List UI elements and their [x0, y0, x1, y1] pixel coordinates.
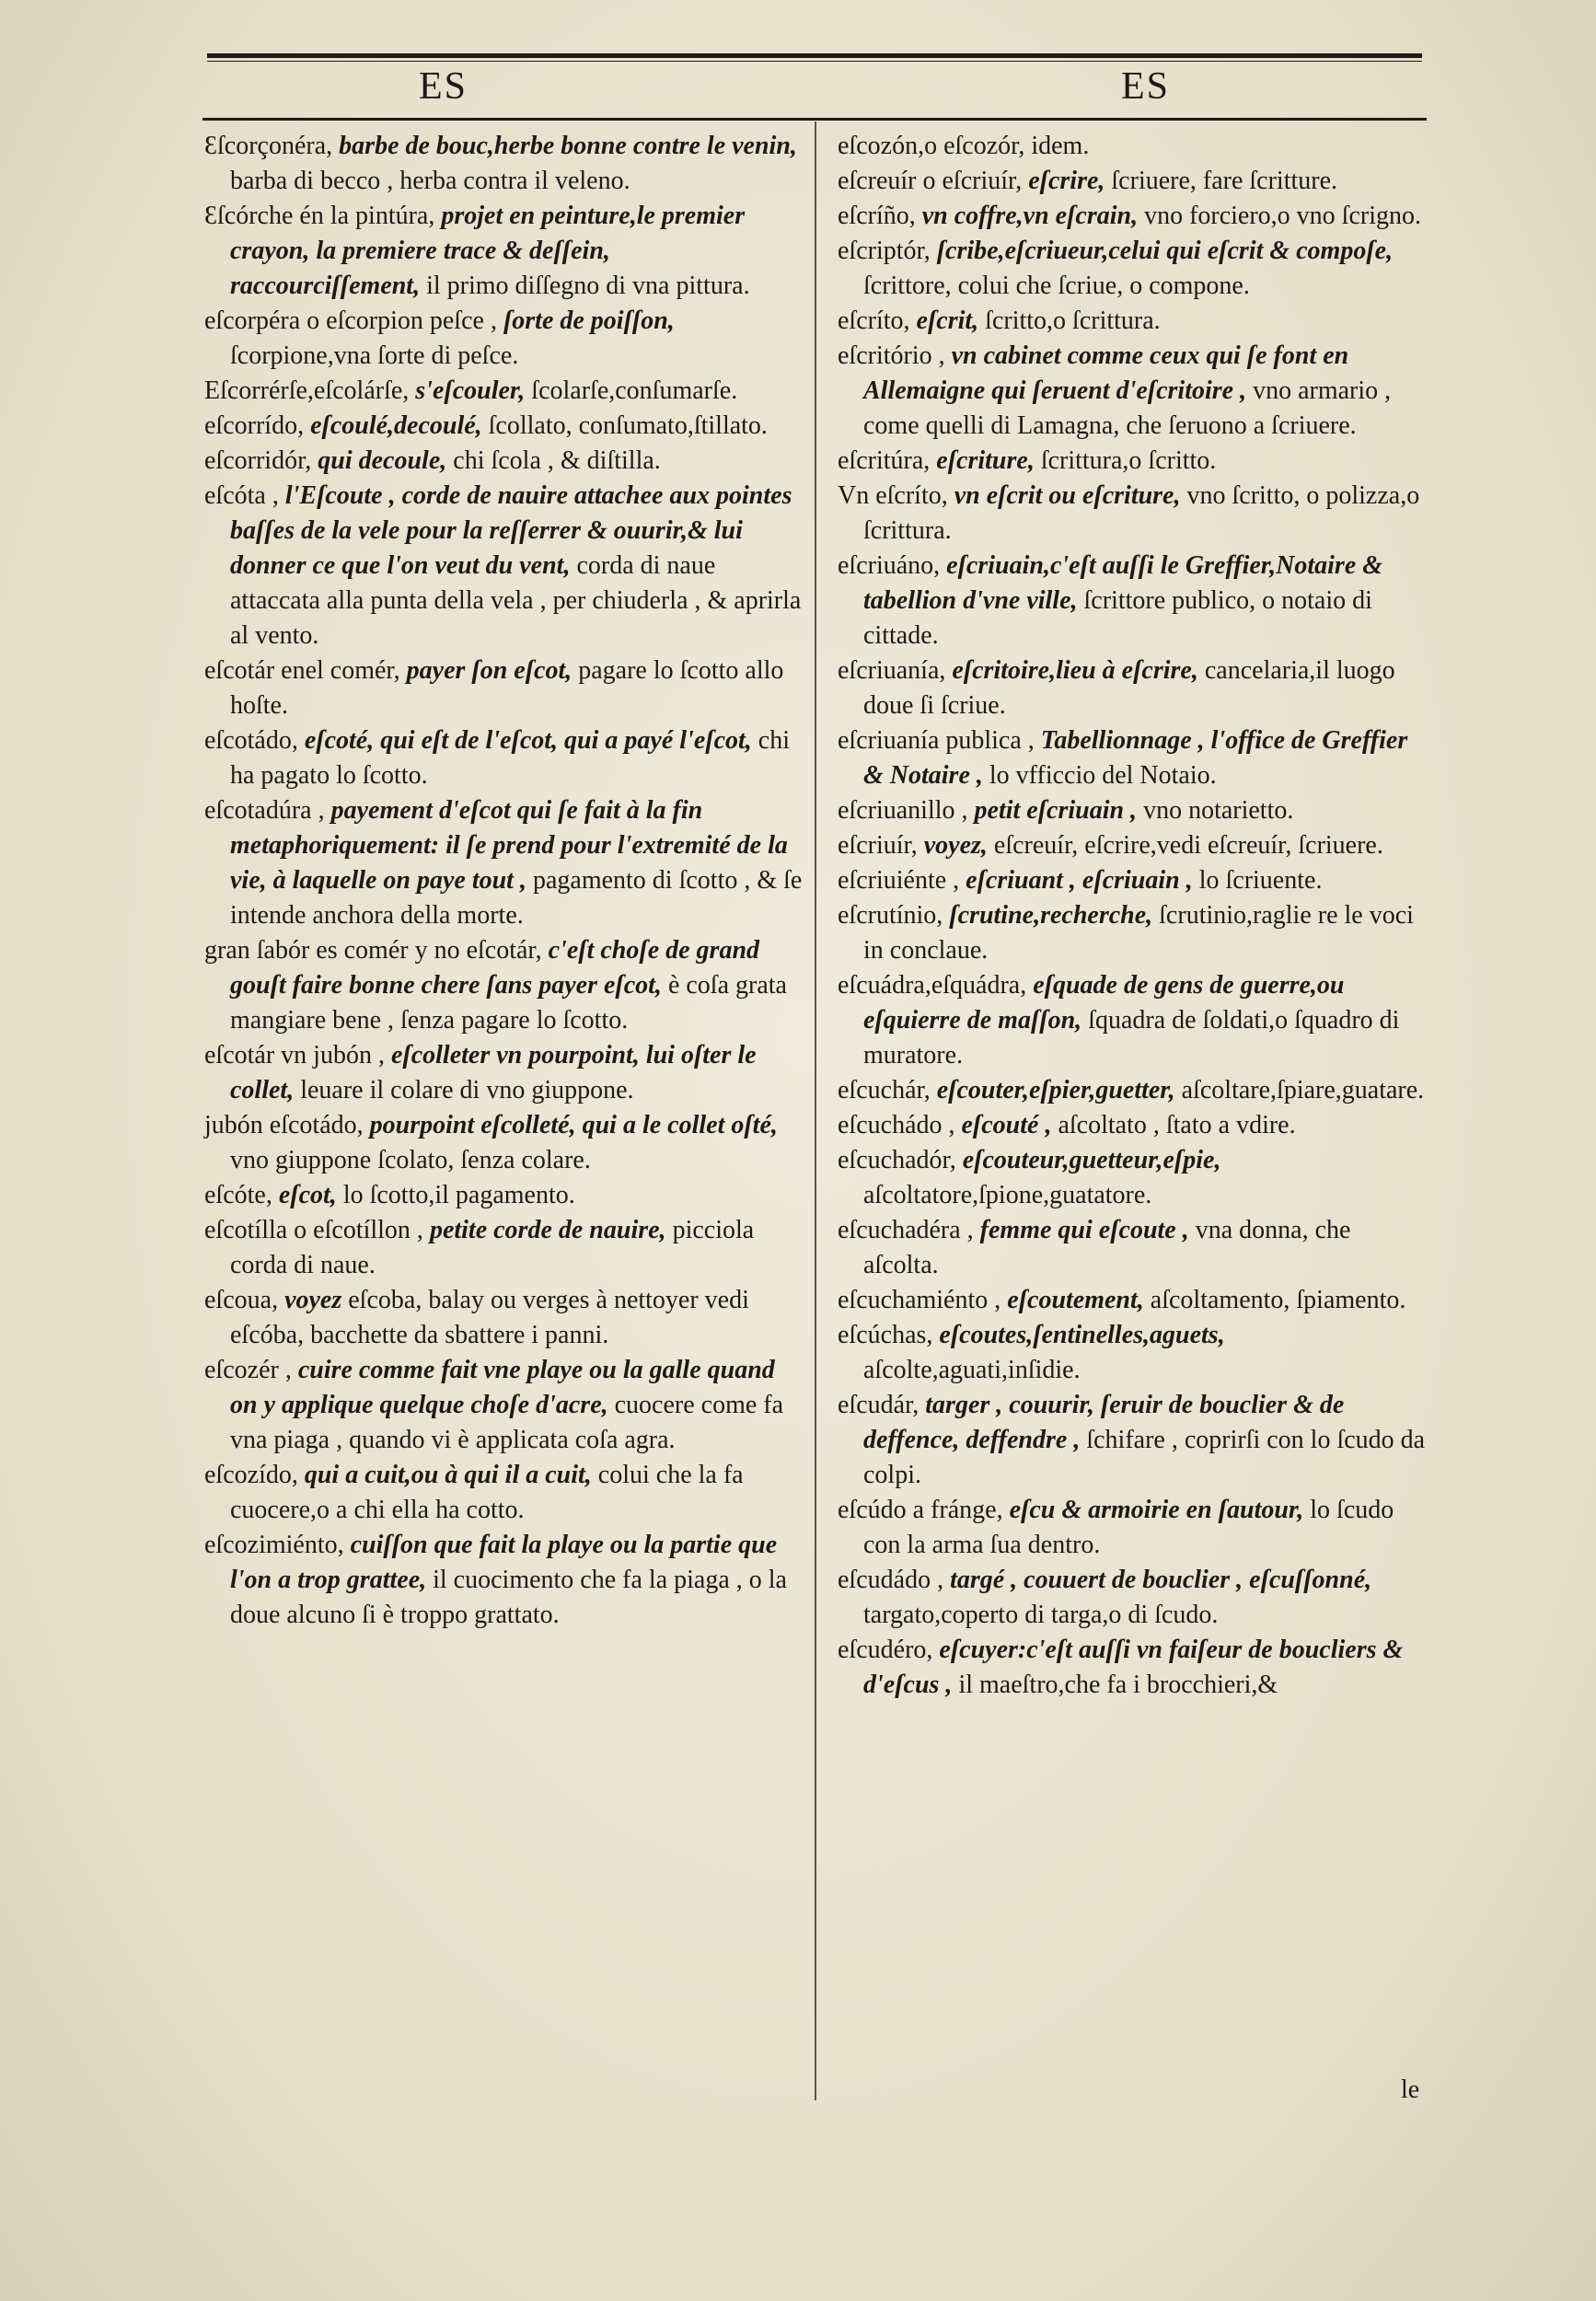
header-rule-thin [207, 61, 1422, 62]
entry-italian: ſcrutinio,raglie re le voci in conclaue. [863, 901, 1414, 965]
entry-italian: ſcrittore, colui che ſcriue, o compone. [863, 272, 1250, 300]
entry-french: eſcoté, qui eſt de l'eſcot, qui a payé l'eſcot, [304, 726, 752, 755]
entry-headword: eſcorridór, [204, 446, 312, 475]
entry-headword: eſcotár enel comér, [204, 656, 400, 685]
dictionary-entry [204, 723, 803, 793]
entry-headword: Eſcorrérſe,eſcolárſe, [204, 376, 410, 405]
entry-headword: eſcudár, [838, 1391, 919, 1419]
dictionary-entry [838, 234, 1431, 304]
dictionary-entry [838, 723, 1431, 793]
entry-headword: eſcoua, [204, 1286, 279, 1314]
entry-headword: eſcóte, [204, 1181, 272, 1209]
dictionary-entry [204, 1213, 803, 1283]
dictionary-entry [838, 793, 1431, 828]
dictionary-entry [204, 409, 803, 444]
entry-french: petit eſcriuain , [974, 796, 1138, 825]
entry-headword: eſcozér , [204, 1356, 292, 1384]
entry-headword: eſcúchas, [838, 1321, 933, 1349]
dictionary-entry [838, 1283, 1431, 1318]
entry-headword: eſcriptór, [838, 237, 931, 265]
entry-french: l'Eſcoute , corde de nauire attachee aux pointes baſſes de la vele pour la reſſerrer & ouurir,& lui donner ce que l'on veut du vent, [230, 481, 792, 580]
entry-italian: vno ſcritto, o polizza,o ſcrittura. [863, 481, 1420, 545]
dictionary-entry [204, 129, 803, 199]
dictionary-entry [204, 374, 803, 409]
entry-headword: eſcóta , [204, 481, 279, 510]
dictionary-entry [204, 199, 803, 304]
entry-french: eſcot, [278, 1181, 337, 1209]
entry-italian: è coſa grata mangiare bene , ſenza pagare lo ſcotto. [230, 971, 787, 1035]
dictionary-entry [838, 1563, 1431, 1633]
entry-french: femme qui eſcoute , [979, 1216, 1189, 1244]
entry-italian: colui che la fa cuocere,o a chi ella ha cotto. [230, 1461, 744, 1524]
entry-headword: eſcudéro, [838, 1636, 933, 1664]
dictionary-entry [838, 1633, 1431, 1703]
entry-headword: eſcriuáno, [838, 551, 941, 580]
entry-italian: cancelaria,il luogo doue ſi ſcriue. [863, 656, 1395, 720]
catchword: le [1401, 2076, 1420, 2104]
dictionary-entry [204, 653, 803, 723]
entry-headword: eſcriuír, [838, 831, 918, 860]
entry-headword: eſcrutínio, [838, 901, 943, 930]
entry-french: vn eſcrit ou eſcriture, [954, 481, 1181, 510]
entry-headword: eſcriuanía publica , [838, 726, 1035, 755]
dictionary-entry [838, 653, 1431, 723]
entry-french: targer , couurir, ſeruir de bouclier & de deffence, deffendre , [863, 1391, 1345, 1454]
dictionary-entry [838, 1493, 1431, 1563]
entry-french: eſcrit, [916, 306, 979, 335]
dictionary-entry [838, 863, 1431, 898]
dictionary-entry [204, 1178, 803, 1213]
entry-headword: eſcríño, [838, 202, 916, 230]
entry-headword: eſcritúra, [838, 446, 931, 475]
entry-headword: eſcríto, [838, 306, 910, 335]
entry-headword: eſcriuanillo , [838, 796, 968, 825]
entry-italian: ſcritto,o ſcrittura. [985, 306, 1161, 335]
entry-italian: aſcoltare,ſpiare,guatare. [1181, 1076, 1425, 1104]
dictionary-entry [204, 1353, 803, 1458]
dictionary-entry [838, 1143, 1431, 1213]
entry-french: barbe de bouc,herbe bonne contre le venin, [339, 132, 797, 160]
entry-italian: aſcoltato , ſtato a vdire. [1058, 1111, 1296, 1139]
entry-headword: eſcritório , [838, 341, 945, 370]
entry-headword: Ɛſcórche én la pintúra, [204, 202, 435, 230]
entry-headword: eſcriuanía, [838, 656, 946, 685]
entry-headword: eſcuádra,eſquádra, [838, 971, 1027, 1000]
entry-french: payement d'eſcot qui ſe fait à la fin metaphoriquement: il ſe prend pour l'extremité de la vie, à laquelle on paye tout , [230, 796, 788, 895]
entry-italian: lo ſcudo con la arma ſua dentro. [863, 1496, 1394, 1559]
entry-italian: cuocere come fa vna piaga , quando vi è applicata coſa agra. [230, 1391, 784, 1454]
entry-french: eſquade de gens de guerre,ou eſquierre de maſſon, [863, 971, 1345, 1035]
running-head-left: ES [419, 65, 468, 108]
dictionary-entry [838, 1318, 1431, 1388]
entry-french: c'eſt choſe de grand gouſt faire bonne chere ſans payer eſcot, [230, 936, 760, 1000]
dictionary-entry [204, 444, 803, 479]
entry-italian: pagamento di ſcotto , & ſe intende anchora della morte. [230, 866, 803, 930]
dictionary-entry [838, 164, 1431, 199]
entry-french: eſcouter,eſpier,guetter, [936, 1076, 1175, 1104]
entry-headword: gran ſabór es comér y no eſcotár, [204, 936, 542, 965]
entry-italian: aſcoltamento, ſpiamento. [1150, 1286, 1406, 1314]
running-head-right: ES [1121, 65, 1171, 108]
entry-french: eſcoutes,ſentinelles,aguets, [939, 1321, 1225, 1349]
entry-headword: eſcozón,o eſcozór, [838, 132, 1025, 160]
dictionary-entry [838, 304, 1431, 339]
entry-french: eſcolleter vn pourpoint, lui oſter le collet, [230, 1041, 757, 1104]
entry-french: payer ſon eſcot, [406, 656, 572, 685]
entry-french: eſcoutement, [1007, 1286, 1144, 1314]
entry-headword: eſcreuír o eſcriuír, [838, 167, 1023, 195]
entry-italian: ſchifare , coprirſi con lo ſcudo da colpi. [863, 1426, 1426, 1489]
dictionary-entry [204, 1038, 803, 1108]
entry-italian: targato,coperto di targa,o di ſcudo. [863, 1601, 1219, 1629]
entry-italian: picciola corda di naue. [230, 1216, 755, 1279]
entry-italian: corda di naue attaccata alla punta della vela , per chiuderla , & aprirla al vento. [230, 551, 802, 650]
dictionary-entry [204, 479, 803, 653]
dictionary-entry [838, 1213, 1431, 1283]
entry-french: eſcriture, [936, 446, 1035, 475]
entry-headword: eſcuchádo , [838, 1111, 955, 1139]
header-rule [207, 53, 1422, 58]
entry-headword: eſcuchár, [838, 1076, 931, 1104]
entry-french: eſcoulé,decoulé, [310, 411, 482, 440]
entry-french: ſcrutine,recherche, [949, 901, 1153, 930]
entry-italian: lo ſcriuente. [1198, 866, 1323, 895]
entry-italian: vna donna, che aſcolta. [863, 1216, 1351, 1279]
entry-french: ſcribe,eſcriueur,celui qui eſcrit & compoſe, [936, 237, 1394, 265]
entry-italian: chi ha pagato lo ſcotto. [230, 726, 791, 790]
entry-french: Tabellionnage , l'office de Greffier & Notaire , [863, 726, 1408, 790]
entry-italian: idem. [1031, 132, 1090, 160]
entry-french: eſcrire, [1028, 167, 1105, 195]
dictionary-entry [838, 968, 1431, 1073]
entry-french: eſcriuant , eſcriuain , [966, 866, 1193, 895]
dictionary-entry [838, 898, 1431, 968]
entry-headword: jubón eſcotádo, [204, 1111, 364, 1139]
entry-french: vn coffre,vn eſcrain, [921, 202, 1139, 230]
entry-italian: ſquadra de ſoldati,o ſquadro di muratore. [863, 1006, 1400, 1070]
dictionary-entry [838, 828, 1431, 863]
entry-french: s'eſcouler, [415, 376, 526, 405]
entry-french: eſcuyer:c'eſt auſſi vn faiſeur de boucliers & d'eſcus , [863, 1636, 1404, 1699]
dictionary-entry [204, 793, 803, 933]
entry-italian: eſcreuír, eſcrire,vedi eſcreuír, ſcriuere. [993, 831, 1383, 860]
entry-french: targé , couuert de bouclier , eſcuſſonné, [950, 1566, 1372, 1594]
right-column [838, 129, 1431, 1703]
dictionary-entry [838, 1073, 1431, 1108]
entry-italian: ſcrittore publico, o notaio di cittade. [863, 586, 1372, 650]
column-divider [815, 121, 816, 2100]
entry-french: voyez [284, 1286, 342, 1314]
entry-headword: eſcotádo, [204, 726, 298, 755]
entry-french: pourpoint eſcolleté, qui a le collet oſté, [369, 1111, 778, 1139]
entry-french: qui a cuit,ou à qui il a cuit, [304, 1461, 592, 1489]
dictionary-entry [204, 1108, 803, 1178]
entry-italian: ſcollato, conſumato,ſtillato. [488, 411, 768, 440]
dictionary-entry [838, 549, 1431, 653]
entry-italian: lo vfficcio del Notaio. [989, 761, 1217, 790]
entry-italian: lo ſcotto,il pagamento. [342, 1181, 575, 1209]
entry-french: eſcouté , [961, 1111, 1052, 1139]
dictionary-entry [204, 304, 803, 374]
entry-italian: vno giuppone ſcolato, ſenza colare. [230, 1146, 591, 1174]
entry-italian: aſcolte,aguati,inſidie. [863, 1356, 1081, 1384]
entry-italian: eſcoba, balay ou verges à nettoyer vedi eſcóba, bacchette da sbattere i panni. [230, 1286, 749, 1349]
entry-french: eſcriuain,c'eſt auſſi le Greffier,Notaire & tabellion d'vne ville, [863, 551, 1383, 615]
entry-italian: ſcorpione,vna ſorte di peſce. [230, 341, 519, 370]
entry-italian: vno armario , come quelli di Lamagna, che ſeruono a ſcriuere. [863, 376, 1392, 440]
entry-french: projet en peinture,le premier crayon, la premiere trace & deſſein, raccourciſſement, [230, 202, 746, 300]
entry-headword: eſcotadúra , [204, 796, 325, 825]
dictionary-entry [204, 1528, 803, 1633]
entry-headword: eſcuchamiénto , [838, 1286, 1001, 1314]
entry-headword: eſcotár vn jubón , [204, 1041, 385, 1070]
entry-french: petite corde de nauire, [429, 1216, 666, 1244]
entry-french: voyez, [923, 831, 988, 860]
entry-headword: eſcozído, [204, 1461, 298, 1489]
entry-headword: eſcuchadór, [838, 1146, 956, 1174]
entry-italian: vno notarietto. [1143, 796, 1294, 825]
entry-headword: eſcotílla o eſcotíllon , [204, 1216, 423, 1244]
entry-italian: leuare il colare di vno giuppone. [300, 1076, 634, 1104]
entry-italian: chi ſcola , & diſtilla. [453, 446, 661, 475]
entry-italian: ſcolarſe,conſumarſe. [531, 376, 738, 405]
entry-french: cuiſſon que fait la playe ou la partie que l'on a trop grattee, [230, 1531, 778, 1594]
entry-italian: il primo diſſegno di vna pittura. [426, 272, 750, 300]
dictionary-entry [838, 1108, 1431, 1143]
entry-headword: Vn eſcríto, [838, 481, 948, 510]
entry-french: eſcouteur,guetteur,eſpie, [962, 1146, 1221, 1174]
entry-headword: eſcorpéra o eſcorpion peſce , [204, 306, 497, 335]
entry-italian: il maeſtro,che fa i brocchieri,& [958, 1671, 1278, 1699]
entry-italian: barba di becco , herba contra il veleno. [230, 167, 630, 195]
dictionary-entry [838, 339, 1431, 444]
dictionary-entry [838, 479, 1431, 549]
entry-french: vn cabinet comme ceux qui ſe font en Allemaigne qui ſeruent d'eſcritoire , [863, 341, 1349, 405]
entry-french: cuire comme fait vne playe ou la galle quand on y applique quelque choſe d'acre, [230, 1356, 775, 1419]
entry-italian: vno forciero,o vno ſcrigno. [1144, 202, 1421, 230]
entry-italian: il cuocimento che fa la piaga , o la doue alcuno ſi è troppo grattato. [230, 1566, 787, 1629]
dictionary-entry [204, 1458, 803, 1528]
entry-headword: Ɛſcorçonéra, [204, 132, 333, 160]
entry-french: eſcritoire,lieu à eſcrire, [952, 656, 1198, 685]
header-rule-bottom [202, 118, 1427, 121]
entry-headword: eſcorrído, [204, 411, 305, 440]
entry-italian: ſcriuere, fare ſcritture. [1111, 167, 1338, 195]
entry-italian: ſcrittura,o ſcritto. [1040, 446, 1217, 475]
dictionary-entry [838, 444, 1431, 479]
entry-french: eſcu & armoirie en ſautour, [1009, 1496, 1304, 1524]
entry-headword: eſcozimiénto, [204, 1531, 344, 1559]
dictionary-entry [838, 1388, 1431, 1493]
entry-french: ſorte de poiſſon, [503, 306, 675, 335]
dictionary-entry [838, 129, 1431, 164]
entry-headword: eſcúdo a fránge, [838, 1496, 1003, 1524]
dictionary-entry [204, 933, 803, 1038]
entry-headword: eſcudádo , [838, 1566, 944, 1594]
dictionary-entry [204, 1283, 803, 1353]
left-column [204, 129, 803, 1633]
entry-italian: pagare lo ſcotto allo hoſte. [230, 656, 784, 720]
entry-headword: eſcriuiénte , [838, 866, 960, 895]
entry-french: qui decoule, [318, 446, 447, 475]
entry-headword: eſcuchadéra , [838, 1216, 974, 1244]
dictionary-entry [838, 199, 1431, 234]
entry-italian: aſcoltatore,ſpione,guatatore. [863, 1181, 1152, 1209]
